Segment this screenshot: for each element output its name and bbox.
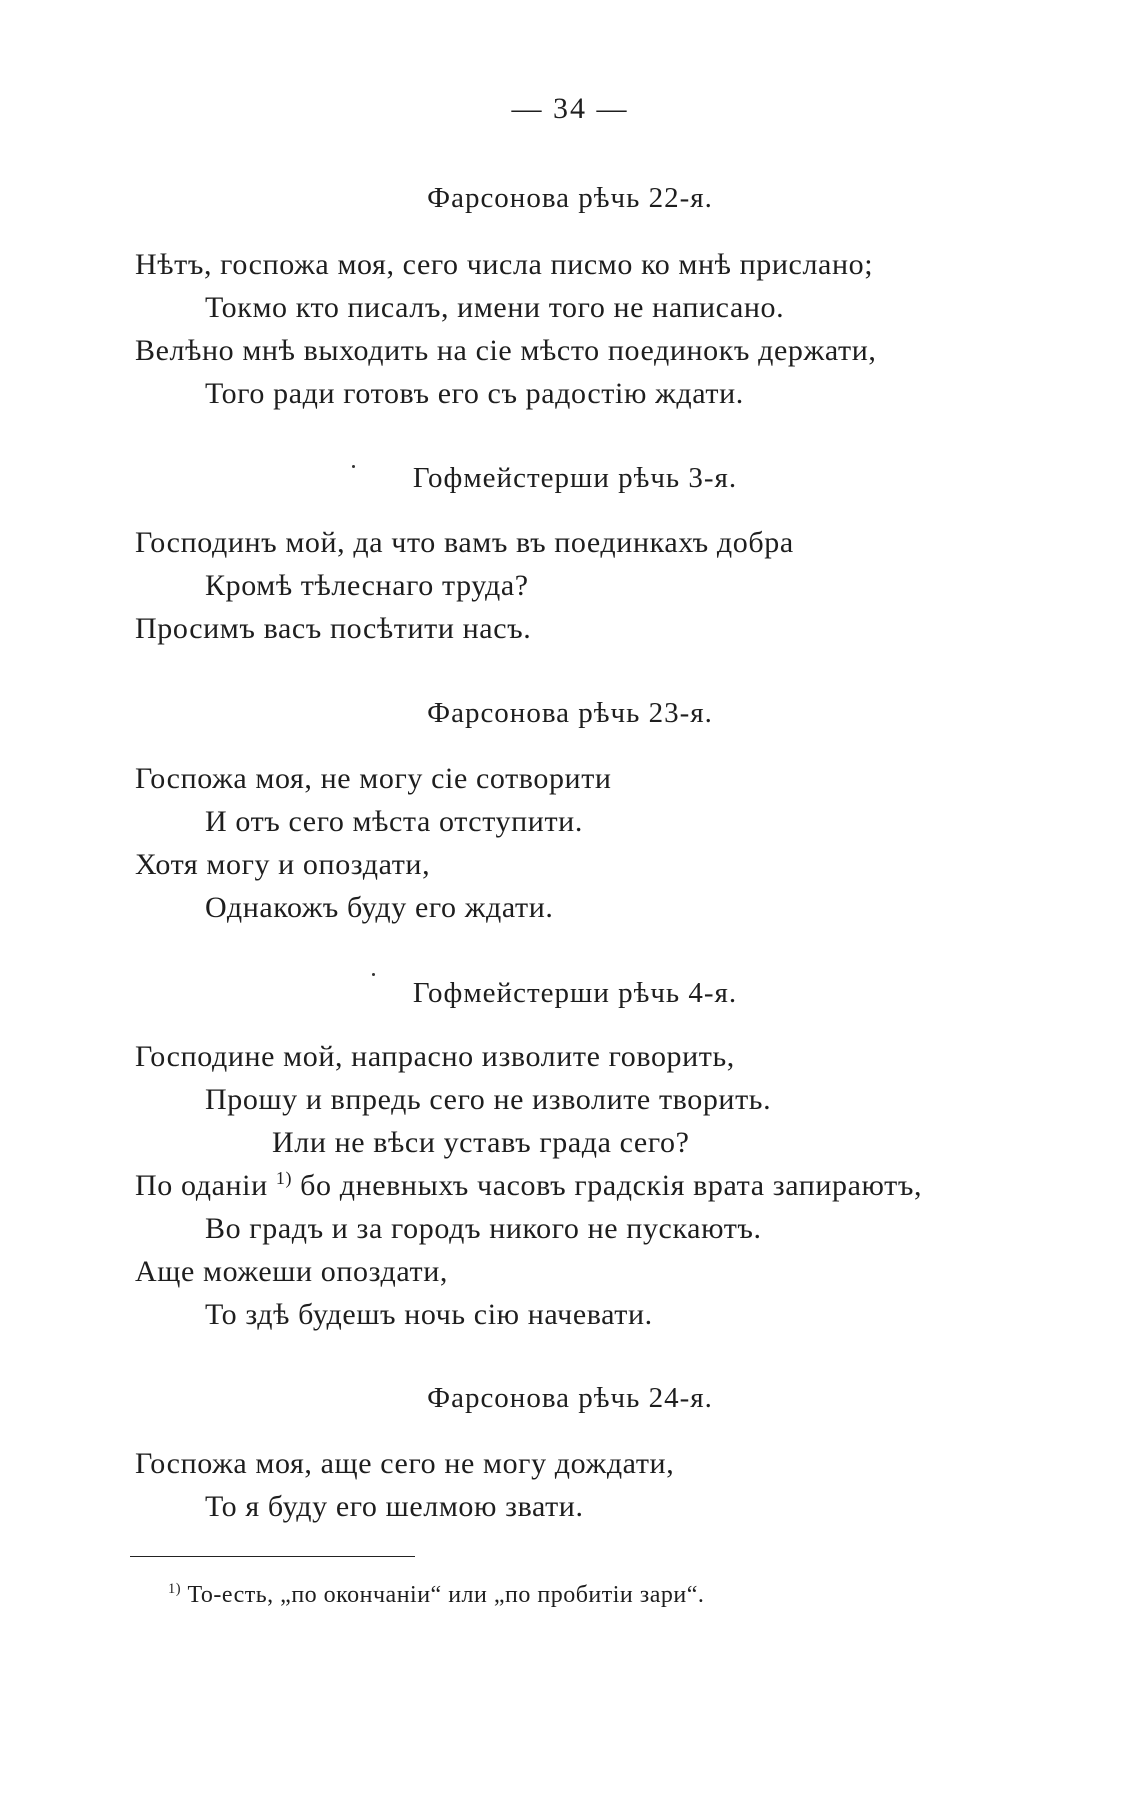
section-heading: Фарсонова рѣчь 23-я. [427,697,713,729]
verse-line: Госпожа моя, аще сего не могу дождати, [135,1447,675,1480]
verse-line: Госпожа моя, не могу сіе сотворити [135,762,612,795]
verse-line: Господинъ мой, да что вамъ въ поединкахъ добра [135,526,794,559]
verse-line: Прошу и впредь сего не изволите творить. [205,1083,772,1116]
verse-line: И отъ сего мѣста отступити. [205,805,583,838]
print-speck [352,465,355,468]
verse-line-rest: бо дневныхъ часовъ градскія врата запираютъ, [300,1169,923,1202]
section-heading: Фарсонова рѣчь 24-я. [427,1382,713,1414]
footnote [168,1582,704,1609]
verse-line: Во градъ и за городъ никого не пускаютъ. [205,1212,762,1245]
verse-line: Велѣно мнѣ выходить на сіе мѣсто поединокъ держати, [135,334,877,367]
print-speck [372,973,375,976]
verse-line: То я буду его шелмою звати. [205,1490,584,1523]
verse-line: Нѣтъ, госпожа моя, сего числа писмо ко мнѣ прислано; [135,248,874,281]
verse-line-prefix: По оданіи [135,1169,268,1202]
verse-line: Господине мой, напрасно изволите говорить, [135,1040,735,1073]
verse-line: Однакожъ буду его ждати. [205,891,554,924]
verse-line: Просимъ васъ посѣтити насъ. [135,612,532,645]
section-heading: Фарсонова рѣчь 22-я. [427,182,713,214]
verse-line: Кромѣ тѣлеснаго труда? [205,569,529,602]
page-number: — 34 — [511,92,629,125]
verse-line: Хотя могу и опоздати, [135,848,431,881]
footnote-marker: 1) [168,1581,181,1597]
verse-line: То здѣ будешъ ночь сію начевати. [205,1298,653,1331]
verse-line: Того ради готовъ его съ радостію ждати. [205,377,744,410]
verse-line: Аще можеши опоздати, [135,1255,448,1288]
footnote-text: То-есть, „по окончаніи“ или „по пробитіи зари“. [187,1582,705,1608]
footnote-marker: 1) [275,1168,293,1188]
footnote-rule [130,1556,415,1557]
section-heading: Гофмейстерши рѣчь 3-я. [412,462,738,494]
verse-line: Токмо кто писалъ, имени того не написано. [205,291,785,324]
verse-line: Или не вѣси уставъ града сего? [272,1126,690,1159]
section-heading: Гофмейстерши рѣчь 4-я. [412,977,738,1009]
verse-line-with-footnote [135,1169,922,1203]
